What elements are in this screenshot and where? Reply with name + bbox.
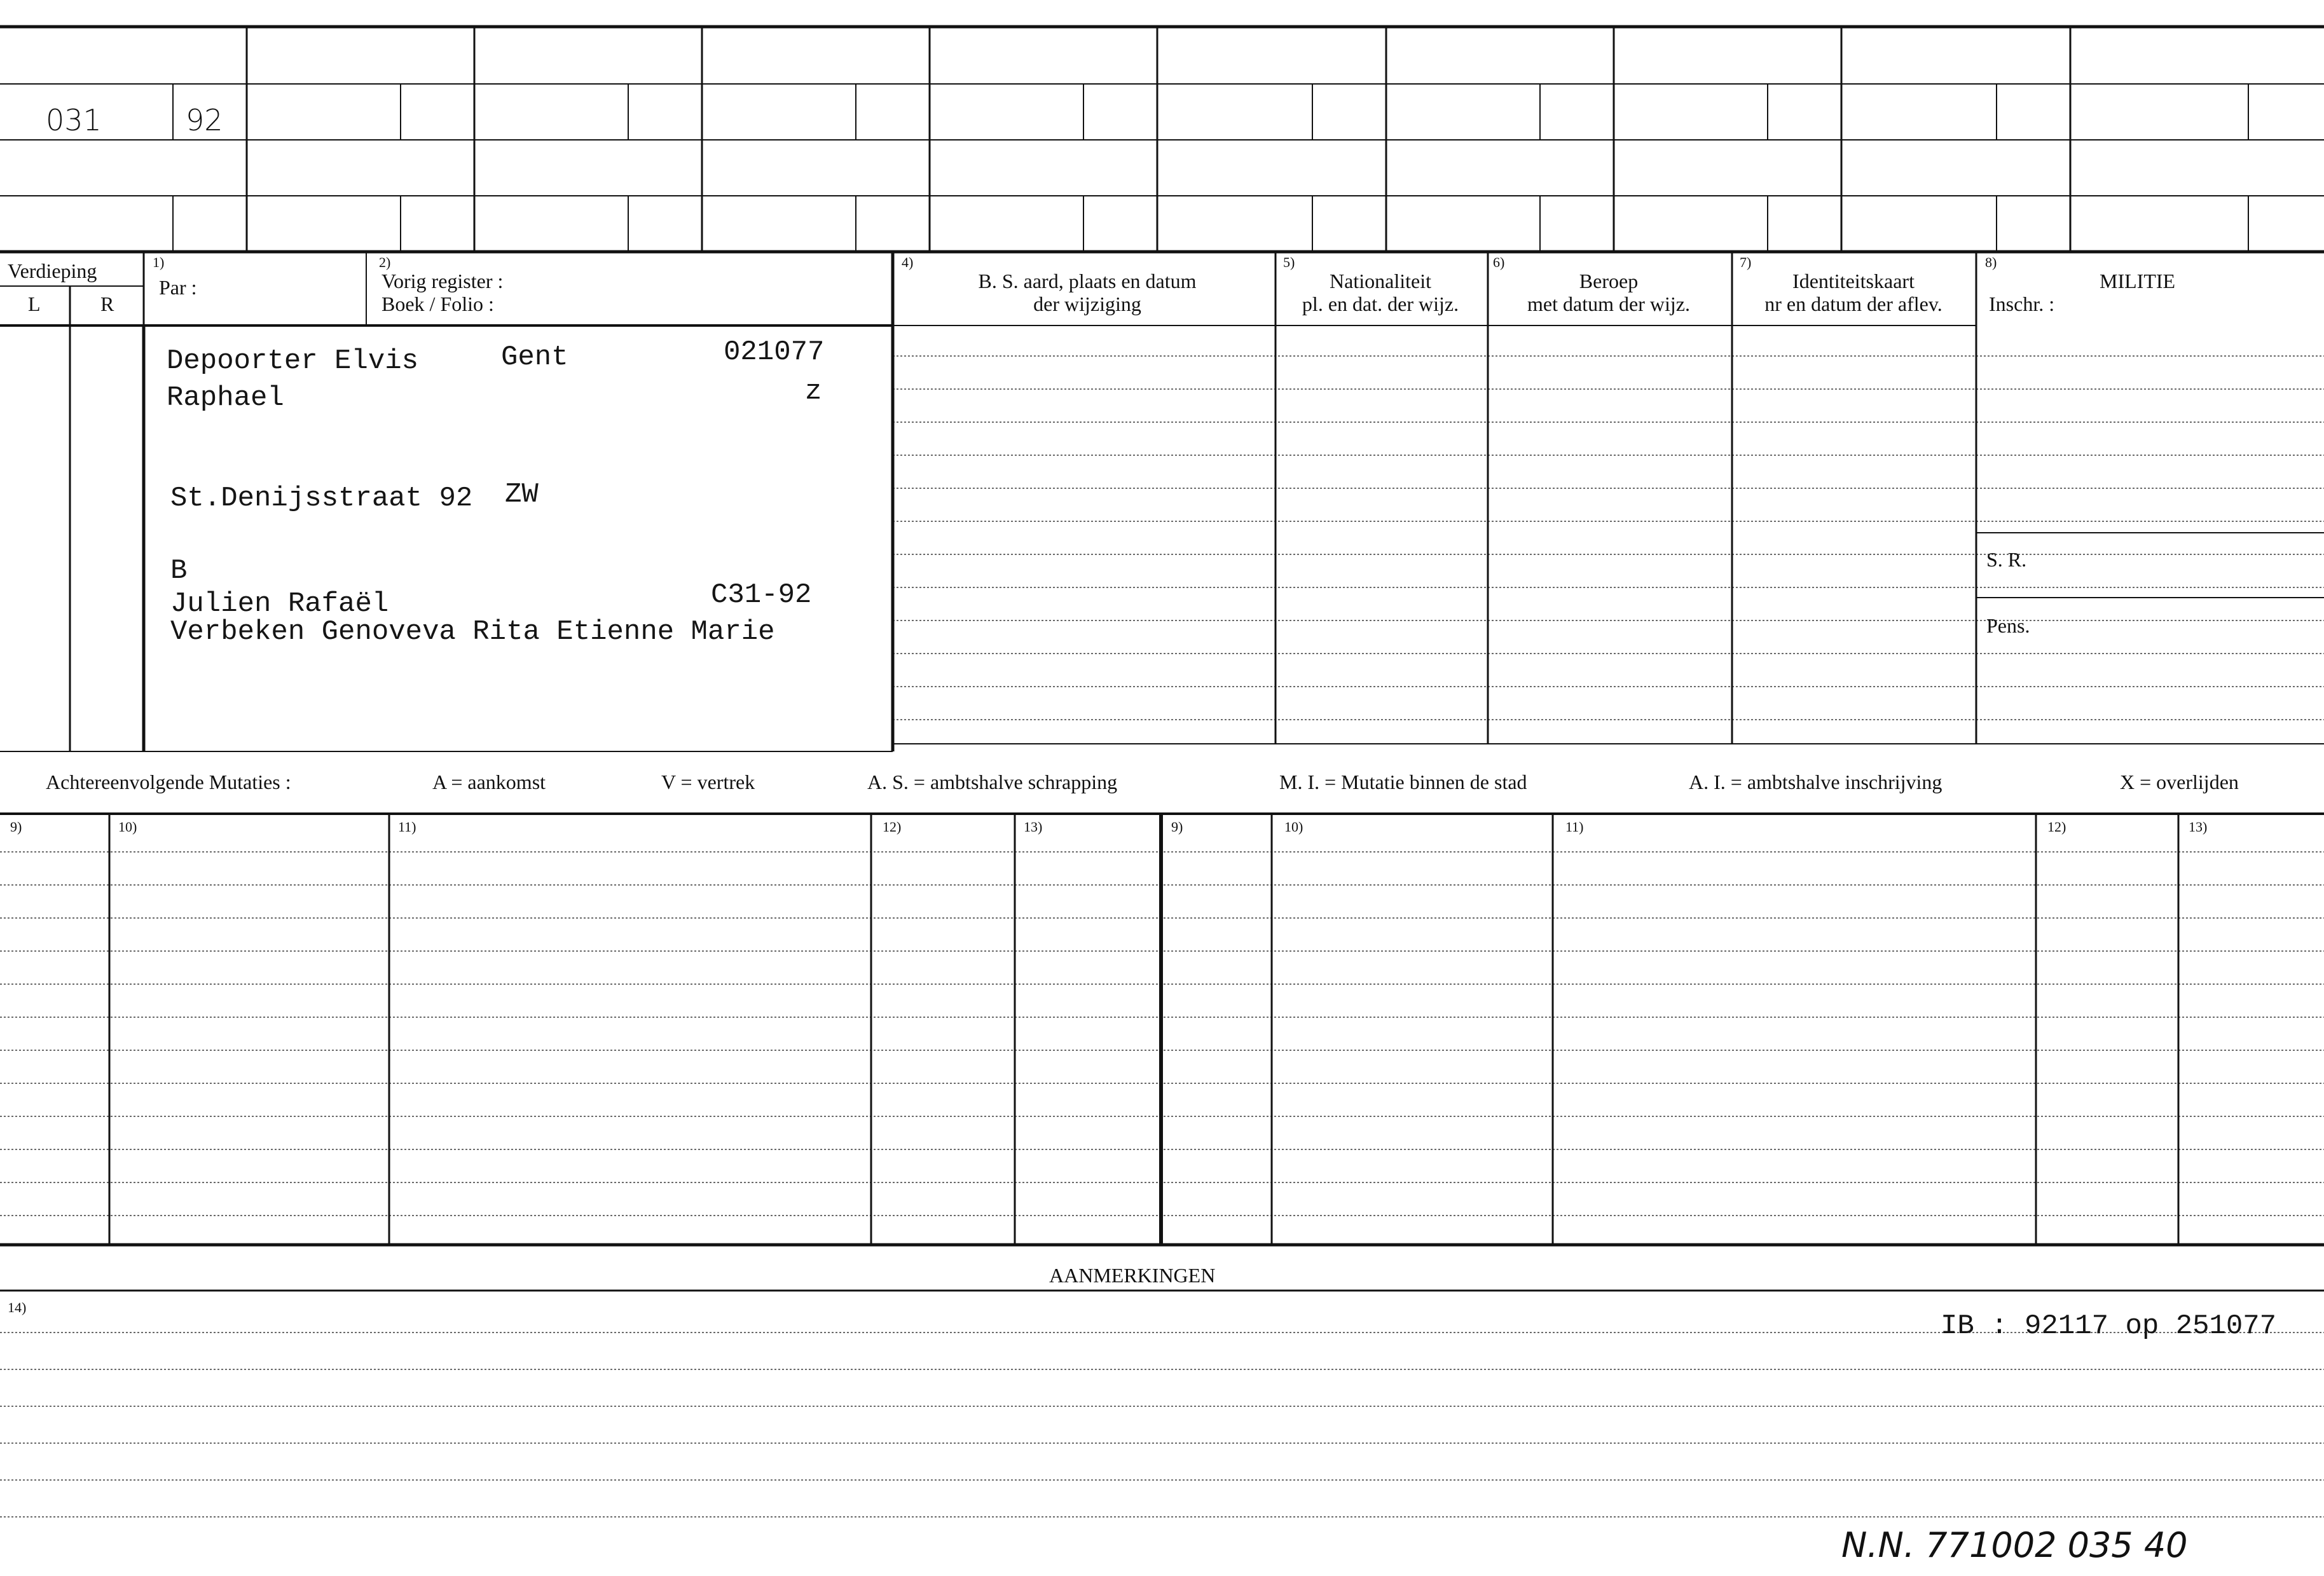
legend-aankomst: A = aankomst	[432, 771, 546, 793]
mutation-col-12: 12)	[883, 819, 902, 835]
col-number-8: 8)	[1985, 254, 1997, 270]
aanmerkingen-title: AANMERKINGEN	[1049, 1264, 1216, 1287]
nationaliteit-header-line2: pl. en dat. der wijz.	[1302, 292, 1459, 315]
verdieping-l: L	[28, 292, 41, 315]
person-name-line2: Raphael	[167, 382, 284, 414]
col-number-6: 6)	[1493, 254, 1505, 270]
top-code-b: 92	[186, 103, 223, 137]
mutation-col-9b: 9)	[1171, 819, 1183, 835]
vorig-register-label: Vorig register :	[382, 270, 504, 292]
legend-title: Achtereenvolgende Mutaties :	[46, 771, 291, 793]
mutation-col-10b: 10)	[1284, 819, 1303, 835]
mutation-col-11b: 11)	[1565, 819, 1584, 835]
col-number-2: 2)	[379, 254, 391, 270]
person-birthdate: 021077	[724, 336, 825, 368]
person-name-line1: Depoorter Elvis	[167, 345, 419, 377]
beroep-header-line2: met datum der wijz.	[1527, 292, 1690, 315]
par-label: Par :	[159, 276, 197, 299]
identiteitskaart-header-line2: nr en datum der aflev.	[1764, 292, 1942, 315]
mutation-col-9: 9)	[10, 819, 22, 835]
nationaliteit-header-line1: Nationaliteit	[1330, 270, 1431, 292]
mutation-col-10: 10)	[118, 819, 137, 835]
legend-mutatie-binnen-stad: M. I. = Mutatie binnen de stad	[1279, 771, 1527, 793]
person-district: ZW	[505, 479, 539, 510]
bs-header-line1: B. S. aard, plaats en datum	[978, 270, 1197, 292]
sr-label: S. R.	[1986, 548, 2027, 571]
mutation-col-13: 13)	[1024, 819, 1043, 835]
mutation-col-12b: 12)	[2047, 819, 2066, 835]
verdieping-label: Verdieping	[8, 259, 97, 282]
legend-ambtshalve-schrapping: A. S. = ambtshalve schrapping	[867, 771, 1118, 793]
inschr-label: Inschr. :	[1989, 292, 2055, 315]
legend-overlijden: X = overlijden	[2120, 771, 2239, 793]
person-mother: Verbeken Genoveva Rita Etienne Marie	[170, 616, 775, 648]
legend-ambtshalve-inschrijving: A. I. = ambtshalve inschrijving	[1689, 771, 1942, 793]
militie-header: MILITIE	[2100, 270, 2176, 292]
national-number-handwritten: N.N. 771002 035 40	[1841, 1525, 2188, 1565]
person-father: Julien Rafaël	[170, 588, 389, 620]
identiteitskaart-header-line1: Identiteitskaart	[1792, 270, 1915, 292]
bs-header-line2: der wijziging	[1033, 292, 1141, 315]
person-gender: z	[805, 376, 822, 408]
col-number-1: 1)	[153, 254, 165, 270]
boek-folio-label: Boek / Folio :	[382, 292, 494, 315]
verdieping-r: R	[100, 292, 114, 315]
remarks-col-14: 14)	[8, 1299, 27, 1315]
remarks-ib-note: IB : 92117 op 251077	[1941, 1310, 2277, 1342]
person-code-b: B	[170, 555, 188, 587]
pens-label: Pens.	[1986, 614, 2030, 637]
col-number-7: 7)	[1740, 254, 1752, 270]
col-number-4: 4)	[902, 254, 914, 270]
person-address: St.Denijsstraat 92	[170, 483, 473, 514]
legend-vertrek: V = vertrek	[661, 771, 755, 793]
beroep-header-line1: Beroep	[1579, 270, 1639, 292]
mutation-col-11: 11)	[398, 819, 416, 835]
person-birthplace: Gent	[501, 341, 568, 373]
person-ref: C31-92	[711, 579, 812, 611]
col-number-5: 5)	[1283, 254, 1295, 270]
mutation-col-13b: 13)	[2189, 819, 2208, 835]
top-code-a: 031	[46, 103, 102, 137]
